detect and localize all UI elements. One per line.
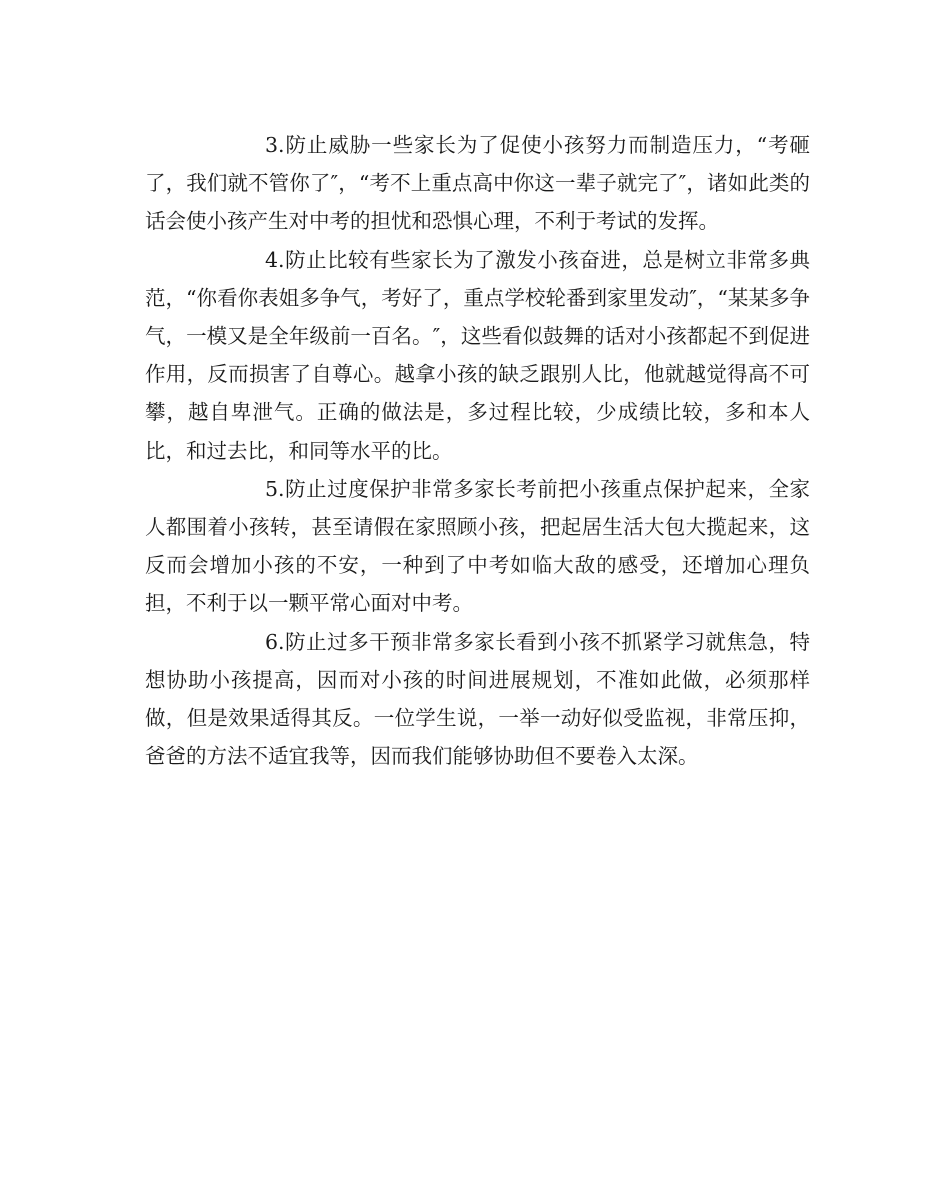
paragraph-item-4: 4.防止比较有些家长为了激发小孩奋进，总是树立非常多典范，“你看你表姐多争气，考好了，重点学校轮番到家里发动″，“某某多争气，一模又是全年级前一百名。″，这些看似鼓舞的话对小孩都起不到促进作用，反而损害了自尊心。越拿小孩的缺乏跟别人比，他就越觉得高不可攀，越自卑泄气。正确的做法是，多过程比较，少成绩比较，多和本人比，和过去比，和同等水平的比。 xyxy=(145,247,810,463)
paragraph-item-6: 6.防止过多干预非常多家长看到小孩不抓紧学习就焦急，特想协助小孩提高，因而对小孩的时间进展规划，不准如此做，必须那样做，但是效果适得其反。一位学生说，一举一动好似受监视，非常压抑，爸爸的方法不适宜我等，因而我们能够协助但不要卷入太深。 xyxy=(145,629,810,769)
document-body xyxy=(145,126,810,775)
paragraph-item-3: 3.防止威胁一些家长为了促使小孩努力而制造压力，“考砸了，我们就不管你了″，“考不上重点高中你这一辈子就完了″，诸如此类的话会使小孩产生对中考的担忧和恐惧心理，不利于考试的发挥。 xyxy=(145,133,810,234)
paragraph-item-5: 5.防止过度保护非常多家长考前把小孩重点保护起来，全家人都围着小孩转，甚至请假在家照顾小孩，把起居生活大包大揽起来，这反而会增加小孩的不安，一种到了中考如临大敌的感受，还增加心理负担，不利于以一颗平常心面对中考。 xyxy=(145,476,810,616)
